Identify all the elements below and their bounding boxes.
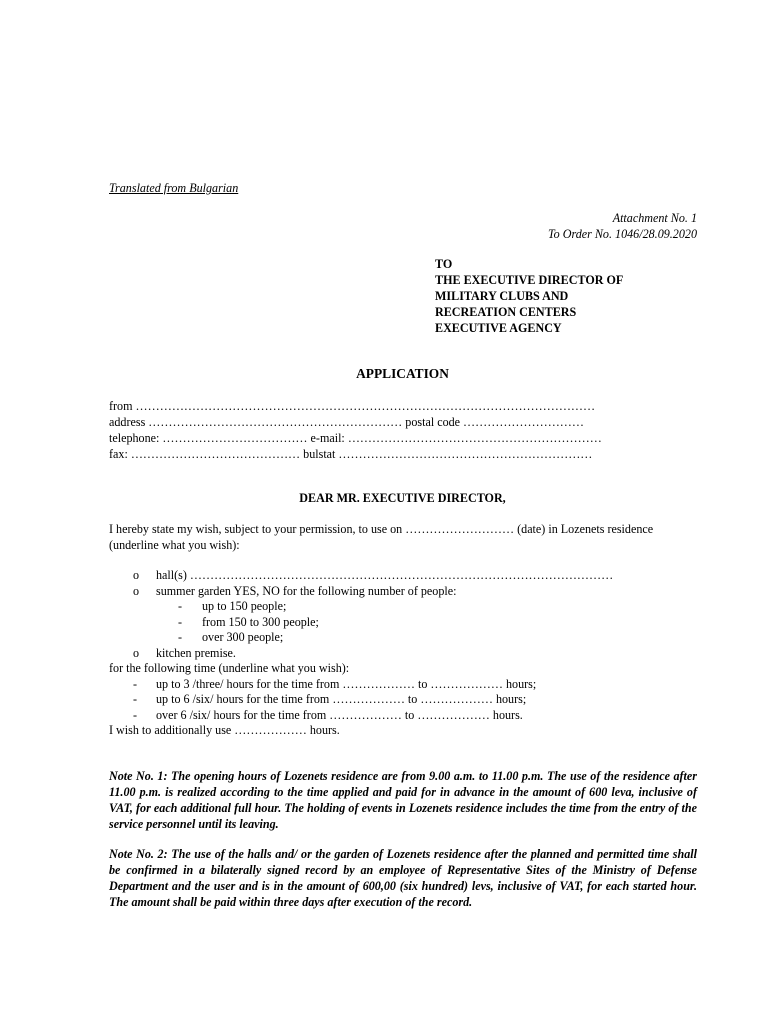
kitchen-option: kitchen premise. [156,645,236,660]
address-field: address ……………………………………………………… postal code ………………………… [109,415,584,429]
addressee-block [435,256,623,336]
list-item [109,630,349,646]
from-field: from …………………………………………………………………………………………………… [109,399,596,413]
salutation: DEAR MR. EXECUTIVE DIRECTOR, [299,491,506,505]
addressee-line: RECREATION CENTERS [435,305,577,319]
addressee-line: EXECUTIVE AGENCY [435,321,562,335]
bullet: o [133,645,140,660]
list-item [109,661,349,677]
hall-option: hall(s) …………………………………………………………………………………………… [156,568,614,582]
list-item [109,676,537,693]
additional-hours: I wish to additionally use ……………… hours. [109,723,340,737]
list-item [109,692,527,708]
dash: - [133,707,138,722]
fax-field: fax: …………………………………… bulstat ……………………………………………………… [109,447,593,461]
time-option: over 6 /six/ hours for the time from ……………… to ……………… hours. [156,707,523,722]
attachment-number: Attachment No. 1 [612,211,697,225]
document-title: APPLICATION [356,366,449,381]
garden-option: summer garden YES, NO for the following number of people: [156,583,457,598]
list-item [109,568,614,584]
list-item [109,583,457,600]
telephone-field: telephone: ……………………………… e-mail: ……………………………………………………… [109,431,602,445]
note-1-text: Note No. 1: The opening hours of Lozenets residence are from 9.00 a.m. to 11.00 p.m. The use of the residence after 11.00 p.m. is realized according to the time applied and paid for in advance in the amount of 600 leva, inclusive of VAT, for each additional full hour. The holding of events in Lozenets residence includes the time from the entry of the service personnel until its leaving. [109,769,697,831]
dash: - [133,692,138,706]
order-number: To Order No. 1046/28.09.2020 [548,227,697,241]
addressee-line: THE EXECUTIVE DIRECTOR OF [435,273,624,287]
time-option: up to 6 /six/ hours for the time from ……………… to ……………… hours; [156,692,527,706]
people-option: from 150 to 300 people; [202,614,319,629]
dash: - [178,599,183,613]
time-intro: for the following time (underline what you wish): [109,661,350,675]
bullet: o [133,568,140,582]
options-list [109,568,614,739]
people-option: over 300 people; [202,630,284,644]
note-2-text: Note No. 2: The use of the halls and/ or the garden of Lozenets residence after the planned and permitted time shall be confirmed in a bilaterally signed record by an employee of Representative Sites of the Ministry of Defense Department and the user and is in the amount of 600,00 (six hundred) levs, inclusive of VAT, for each started hour. The amount shall be paid within three days after execution of the record. [109,847,697,909]
addressee-line: TO [435,257,453,271]
dash: - [178,630,183,644]
applicant-fields [109,398,602,462]
translation-note: Translated from Bulgarian [109,181,239,195]
note-1 [109,768,697,832]
dash: - [178,614,183,629]
addressee-line: MILITARY CLUBS AND [435,289,569,303]
people-option: up to 150 people; [202,599,287,613]
attachment-reference [548,210,697,242]
list-item [109,615,349,631]
request-text: I hereby state my wish, subject to your permission, to use on ……………………… (date) in Lozenets residence (underline what you wish): [109,522,654,552]
bullet: o [133,583,140,598]
dash: - [133,676,138,691]
note-2 [109,846,697,910]
list-item [109,723,349,739]
time-option: up to 3 /three/ hours for the time from ……………… to ……………… hours; [156,676,537,691]
list-item [109,646,349,662]
list-item [109,599,349,615]
list-item [109,707,523,724]
